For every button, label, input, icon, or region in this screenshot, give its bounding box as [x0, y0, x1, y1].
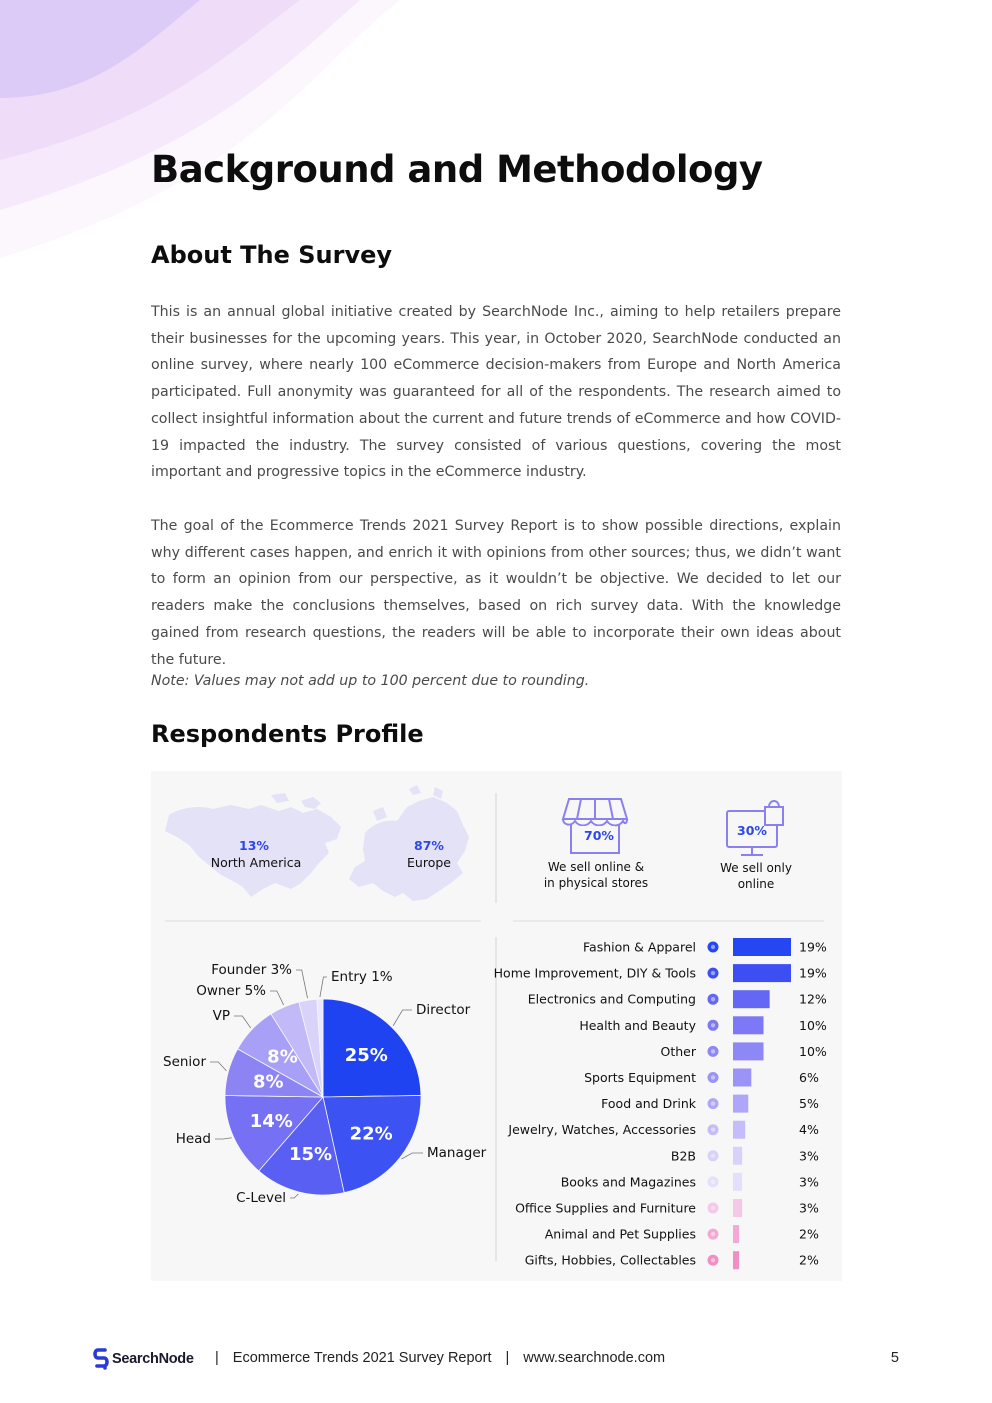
pie-value-director: 25% [344, 1045, 388, 1067]
pen-icon [708, 1203, 719, 1214]
store-online-only-value: 30% [737, 823, 767, 838]
ball-icon [708, 1072, 719, 1083]
bar-value-home-improvement-diy-tools: 19% [799, 965, 827, 981]
store-online-physical-label-2: in physical stores [543, 876, 649, 890]
pie-label-senior: Senior [163, 1054, 206, 1070]
store-online-only-label-2: online [737, 877, 775, 891]
bar-electronics-and-computing [733, 990, 770, 1008]
bar-label-jewelry-watches-accessories: Jewelry, Watches, Accessories [508, 1122, 696, 1138]
pie-leader-c-level [290, 1194, 298, 1198]
phone-icon [708, 994, 719, 1005]
bar-label-food-and-drink: Food and Drink [601, 1096, 696, 1112]
store-online-physical-value: 70% [584, 828, 614, 843]
pie-label-entry: Entry 1% [331, 969, 393, 985]
bar-books-and-magazines [733, 1173, 742, 1191]
bar-gifts-hobbies-collectables [733, 1251, 739, 1269]
bar-value-animal-and-pet-supplies: 2% [799, 1226, 819, 1242]
store-online-physical-label-1: We sell online & [547, 860, 645, 874]
bar-animal-and-pet-supplies [733, 1225, 739, 1243]
north-america-label: North America [210, 855, 302, 870]
bar-value-jewelry-watches-accessories: 4% [799, 1122, 819, 1138]
about-paragraph-2: The goal of the Ecommerce Trends 2021 Survey Report is to show possible directions, explain why different cases happen, and enrich it with opinions from other sources; thus, we didn’t want to form an opinion from our perspective, as it wouldn’t be objective. We decided to let our readers make the conclusions themselves, based on rich survey data. With the knowledge gained from research questions, the readers will be able to incorporate their own ideas about the future. [151, 518, 841, 668]
pie-leader-director [393, 1010, 412, 1026]
industry-bar-chart [494, 938, 827, 1269]
footer-meta [208, 1350, 672, 1366]
tshirt-icon [708, 942, 719, 953]
bar-label-fashion-apparel: Fashion & Apparel [583, 939, 696, 955]
page-title: Background and Methodology [151, 148, 763, 191]
store-online-only-label-1: We sell only [720, 861, 792, 875]
bar-value-sports-equipment: 6% [799, 1070, 819, 1085]
respondents-infographic [151, 771, 842, 1281]
pie-leader-manager [401, 1153, 423, 1159]
pie-value-manager: 22% [349, 1123, 393, 1145]
bar-b2b [733, 1147, 742, 1165]
pie-label-vp: VP [212, 1008, 230, 1024]
pie-label-c-level: C-Level [236, 1190, 286, 1206]
searchnode-logo-icon [93, 1348, 109, 1370]
bar-label-office-supplies-and-furniture: Office Supplies and Furniture [515, 1200, 696, 1216]
page-footer [93, 1347, 899, 1371]
pie-leader-founder [296, 970, 308, 998]
bar-fashion-apparel [733, 938, 791, 956]
pie-label-manager: Manager [427, 1145, 487, 1161]
brand-name: SearchNode [112, 1351, 194, 1367]
pie-value-senior: 8% [252, 1071, 284, 1093]
bar-label-health-and-beauty: Health and Beauty [579, 1017, 696, 1033]
footer-report-title: Ecommerce Trends 2021 Survey Report [232, 1350, 492, 1366]
bar-office-supplies-and-furniture [733, 1199, 742, 1217]
bar-home-improvement-diy-tools [733, 964, 791, 982]
pie-label-founder: Founder 3% [211, 962, 292, 978]
footer-separator: | [215, 1350, 219, 1366]
bar-value-b2b: 3% [799, 1148, 819, 1164]
rounding-note: Note: Values may not add up to 100 percent due to rounding. [151, 673, 590, 689]
bar-label-home-improvement-diy-tools: Home Improvement, DIY & Tools [493, 965, 696, 981]
pie-value-vp: 8% [267, 1046, 298, 1068]
briefcase-icon [708, 1150, 719, 1161]
health-beauty-icon [708, 1020, 719, 1031]
hammer-icon [708, 968, 719, 979]
europe-map [349, 785, 469, 901]
gift-icon [708, 1255, 719, 1266]
footer-url[interactable]: www.searchnode.com [523, 1350, 666, 1366]
page-number: 5 [890, 1350, 899, 1366]
bar-value-health-and-beauty: 10% [799, 1017, 827, 1033]
role-pie-chart [163, 962, 487, 1206]
about-paragraph-1: This is an annual global initiative created by SearchNode Inc., aiming to help retailers prepare their businesses for the upcoming years. This year, in October 2020, SearchNode conducted an online survey, where nearly 100 eCommerce decision-makers from Europe and North America participated. Full anonymity was guaranteed for all of the respondents. The research aimed to collect insightful information about the current and future trends of eCommerce and how COVID-19 impacted the industry. The survey consisted of various questions, covering the most important and progressive topics in the eCommerce industry. [151, 304, 841, 481]
bar-label-gifts-hobbies-collectables: Gifts, Hobbies, Collectables [524, 1252, 696, 1268]
gem-icon [708, 1124, 719, 1135]
drink-icon [708, 1098, 719, 1109]
bar-value-other: 10% [799, 1043, 827, 1059]
europe-label: Europe [407, 855, 451, 870]
bar-label-animal-and-pet-supplies: Animal and Pet Supplies [544, 1226, 696, 1242]
bar-value-fashion-apparel: 19% [799, 939, 827, 955]
bar-value-electronics-and-computing: 12% [799, 991, 827, 1007]
bar-label-sports-equipment: Sports Equipment [584, 1070, 696, 1085]
north-america-value: 13% [239, 838, 269, 853]
dots-icon [708, 1046, 719, 1057]
pie-leader-senior [210, 1062, 226, 1071]
searchnode-logo [93, 1347, 194, 1371]
bone-icon [708, 1229, 719, 1240]
pie-value-c-level: 15% [288, 1143, 333, 1165]
europe-value: 87% [414, 838, 444, 853]
pie-leader-head [215, 1138, 232, 1139]
pie-label-director: Director [416, 1002, 471, 1018]
bar-jewelry-watches-accessories [733, 1121, 745, 1139]
pie-leader-owner [270, 991, 284, 1005]
bar-health-and-beauty [733, 1016, 764, 1034]
corner-decoration [0, 0, 400, 270]
pie-label-owner: Owner 5% [196, 983, 266, 999]
profile-heading: Respondents Profile [151, 720, 424, 748]
bar-sports-equipment [733, 1069, 751, 1087]
books-icon [708, 1176, 719, 1187]
pie-value-head: 14% [249, 1110, 293, 1132]
bar-value-gifts-hobbies-collectables: 2% [799, 1252, 819, 1268]
bar-label-other: Other [660, 1043, 696, 1059]
about-heading: About The Survey [151, 241, 393, 269]
bar-value-food-and-drink: 5% [799, 1096, 819, 1112]
bar-other [733, 1042, 764, 1060]
pie-leader-vp [234, 1016, 251, 1028]
respondents-profile-panel [151, 771, 842, 1281]
pie-label-head: Head [175, 1131, 211, 1147]
bar-label-books-and-magazines: Books and Magazines [560, 1174, 696, 1190]
bar-value-books-and-magazines: 3% [799, 1174, 819, 1190]
pie-leader-entry [320, 977, 327, 997]
bar-value-office-supplies-and-furniture: 3% [799, 1200, 819, 1216]
footer-separator: | [505, 1350, 510, 1366]
bar-food-and-drink [733, 1095, 748, 1113]
bar-label-b2b: B2B [670, 1148, 696, 1164]
bar-label-electronics-and-computing: Electronics and Computing [527, 991, 696, 1007]
